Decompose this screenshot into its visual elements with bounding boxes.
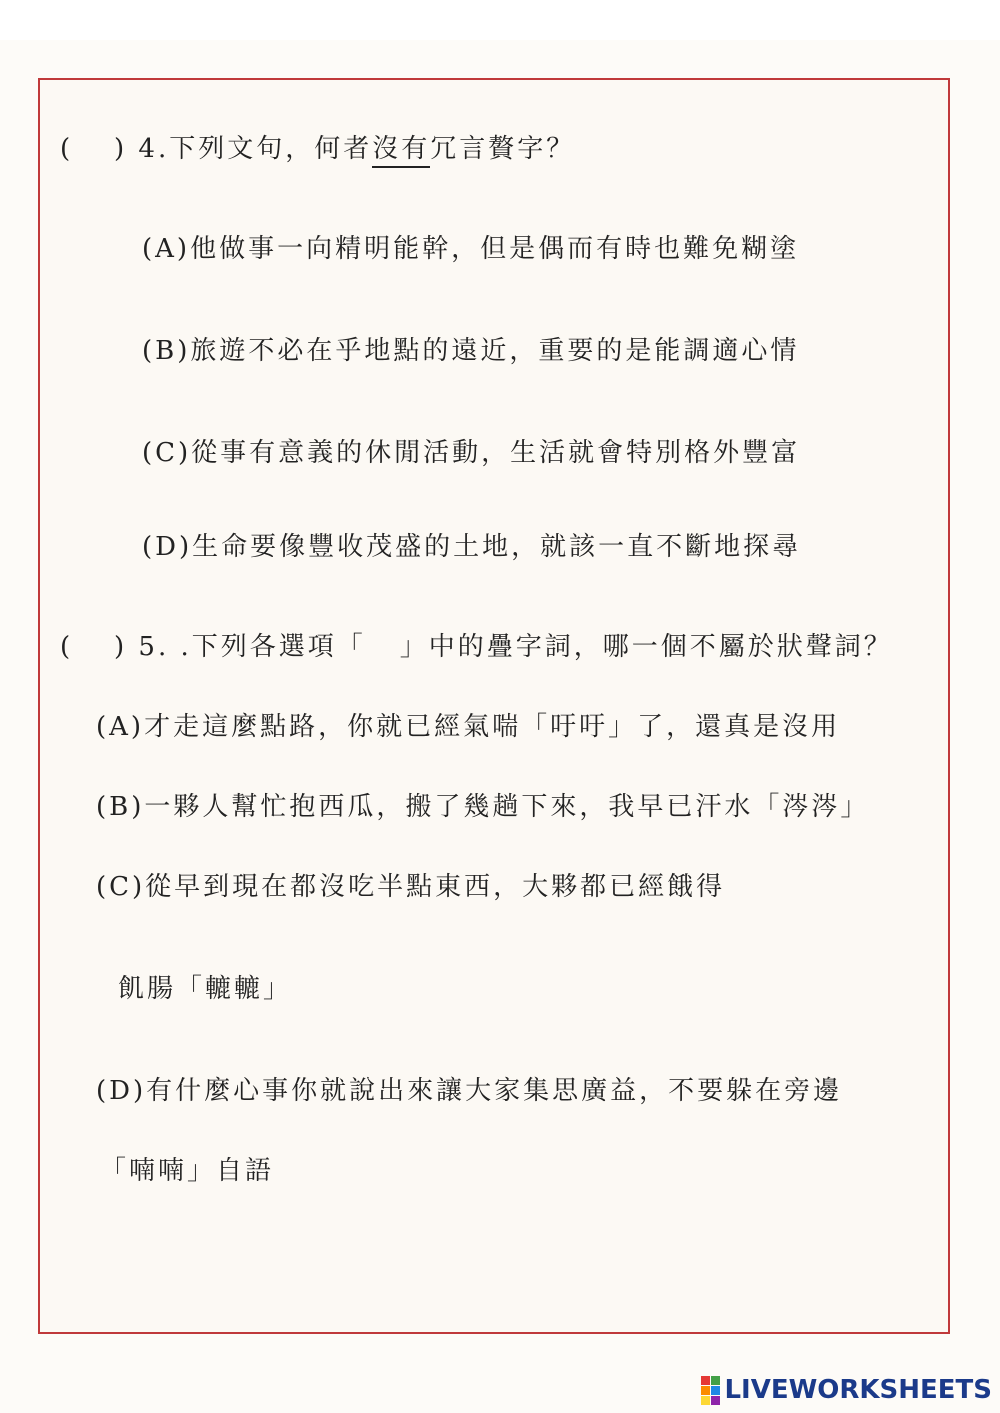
q4-stem-before: 下列文句，何者 (169, 134, 373, 164)
worksheet-frame (38, 78, 950, 1334)
top-margin-band (0, 0, 1000, 40)
logo-badge-cell (711, 1386, 720, 1395)
q4-option-d: (D)生命要像豐收茂盛的土地，就該一直不斷地探尋 (142, 532, 802, 562)
q4-option-b: (B)旅遊不必在乎地點的遠近，重要的是能調適心情 (142, 336, 800, 366)
q5-stem-before: 下列各選項「 (191, 632, 366, 662)
q5-option-d: (D)有什麼心事你就說出來讓大家集思廣益，不要躲在旁邊 (96, 1076, 843, 1106)
q4-stem (114, 132, 575, 166)
q5-number: ) 5. . (114, 632, 192, 662)
q5-option-d-continued: 「喃喃」自語 (100, 1156, 275, 1186)
q4-answer-paren-open: ( (60, 134, 71, 164)
logo-badge-cell (701, 1396, 710, 1405)
q5-answer-paren-open: ( (60, 632, 71, 662)
q4-option-a: (A)他做事一向精明能幹，但是偶而有時也難免糊塗 (142, 234, 800, 264)
q4-stem-after: 冗言贅字？ (430, 134, 576, 164)
logo-badge-cell (701, 1386, 710, 1395)
q5-option-c-continued: 飢腸「轆轆」 (118, 974, 293, 1004)
q4-number: ) 4. (114, 134, 170, 164)
q5-option-b: (B)一夥人幫忙抱西瓜，搬了幾趟下來，我早已汗水「涔涔」 (96, 792, 870, 822)
logo-text: LIVEWORKSHEETS (724, 1375, 992, 1405)
logo-badge-cell (711, 1396, 720, 1405)
logo-badge-cell (711, 1376, 720, 1385)
q5-stem (114, 630, 893, 664)
q5-option-c: (C)從早到現在都沒吃半點東西，大夥都已經餓得 (96, 872, 726, 902)
q5-option-a: (A)才走這麼點路，你就已經氣喘「吁吁」了，還真是沒用 (96, 712, 841, 742)
liveworksheets-logo (701, 1373, 992, 1407)
q4-stem-underlined: 沒有 (372, 134, 430, 168)
logo-badge-cell (701, 1376, 710, 1385)
logo-badge-icon (701, 1376, 720, 1405)
q4-option-c: (C)從事有意義的休閒活動，生活就會特別格外豐富 (142, 438, 801, 468)
q5-stem-after: 」中的疊字詞，哪一個不屬於狀聲詞？ (399, 632, 893, 662)
